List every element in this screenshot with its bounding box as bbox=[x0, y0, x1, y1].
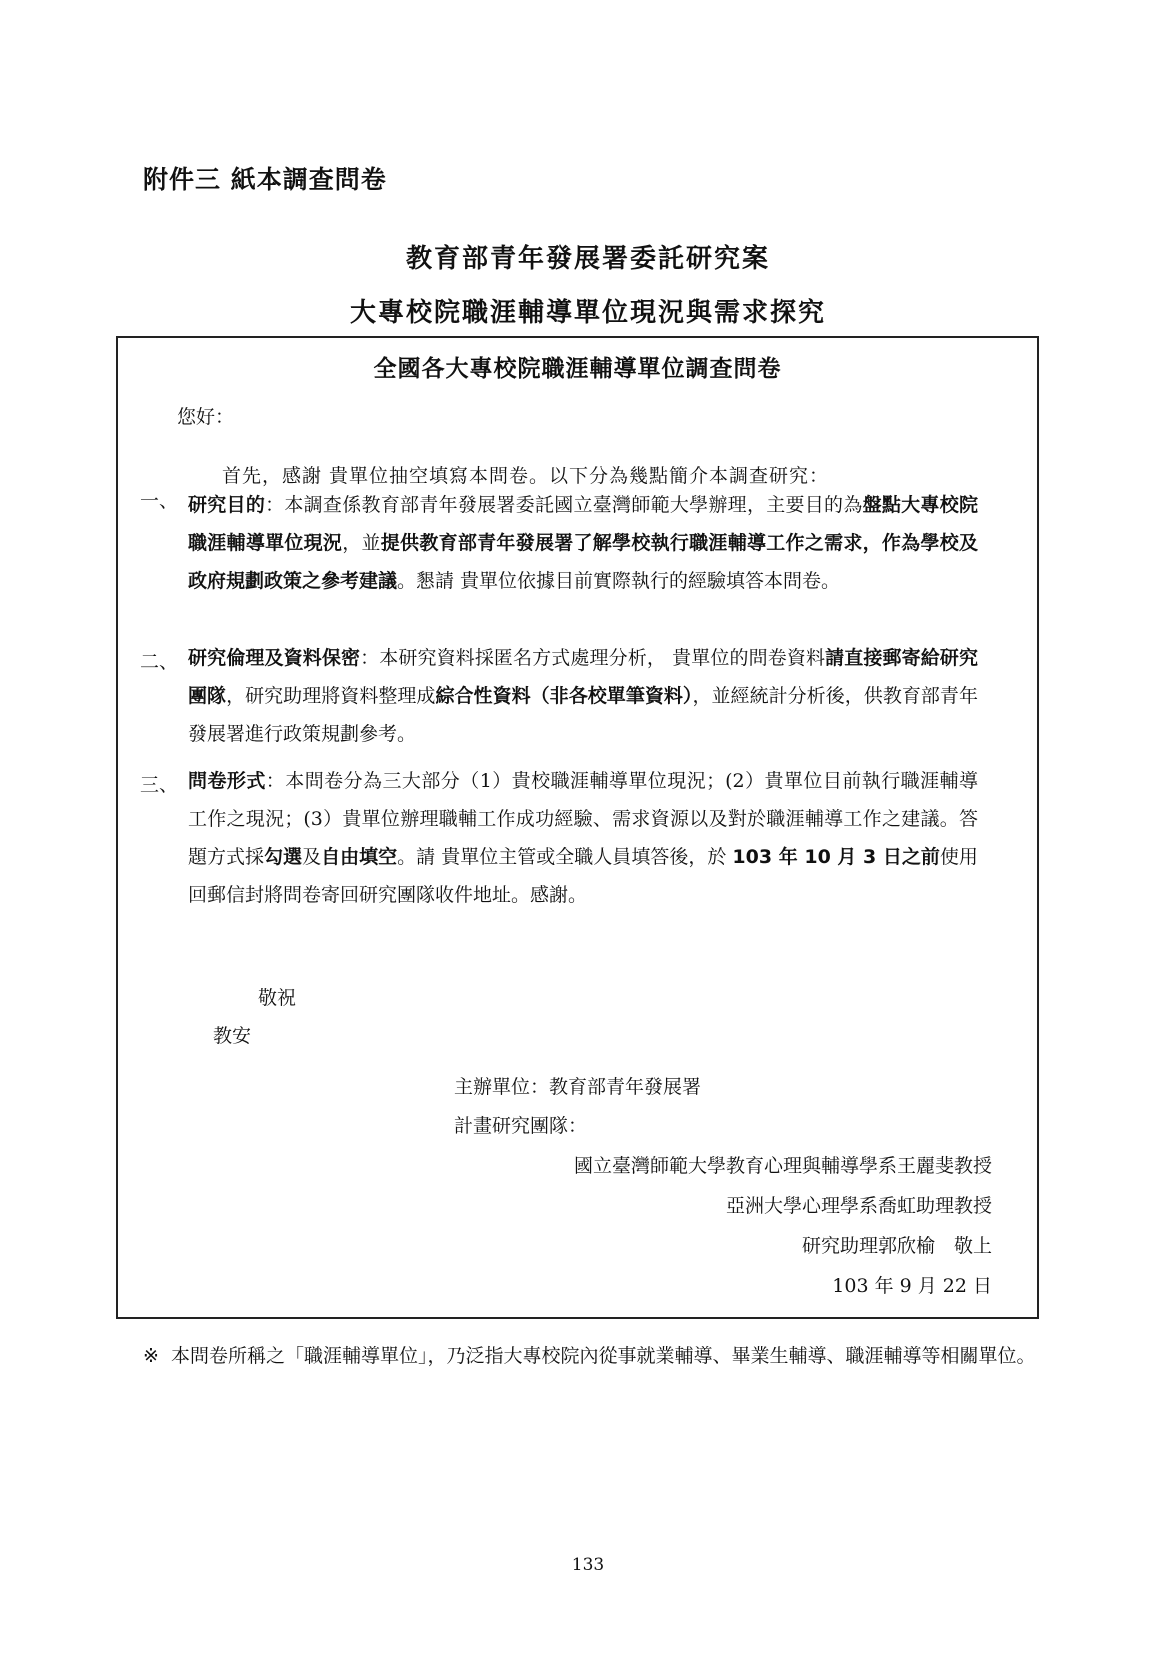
section-2-text-part: ，研究助理將資料整理成 bbox=[226, 685, 436, 707]
section-2-text-part: ，並經統計分析後，供教育部青年發展署進行政策規劃參考。 bbox=[188, 685, 978, 745]
footnote-mark: ※ bbox=[143, 1345, 159, 1367]
closing-salutation: 敬祝 bbox=[258, 987, 297, 1009]
footnote bbox=[143, 1338, 1043, 1375]
section-3-text-part: 使用回郵信封將問卷寄回研究團隊收件地址。感謝。 bbox=[188, 846, 978, 906]
section-3-heading: 問卷形式 bbox=[188, 770, 266, 792]
section-1-emphasis: 盤點大專校院職涯輔導單位現況 bbox=[188, 494, 978, 554]
section-1-heading: 研究目的 bbox=[188, 494, 266, 516]
intro-paragraph: 首先，感謝 貴單位抽空填寫本問卷。以下分為幾點簡介本調查研究： bbox=[222, 465, 830, 487]
greeting: 您好： bbox=[177, 406, 235, 428]
section-1-number: 一、 bbox=[140, 490, 179, 512]
team-member-1: 國立臺灣師範大學教育心理與輔導學系王麗斐教授 bbox=[573, 1155, 992, 1177]
section-3-text-part: 及 bbox=[302, 846, 322, 868]
section-2-heading: 研究倫理及資料保密 bbox=[188, 647, 361, 669]
page-number: 133 bbox=[571, 1555, 605, 1575]
section-3-text bbox=[188, 762, 978, 914]
section-3-number: 三、 bbox=[140, 774, 179, 796]
research-team-label: 計畫研究團隊： bbox=[454, 1115, 588, 1137]
appendix-title: 附件三 紙本調查問卷 bbox=[143, 165, 387, 194]
closing-blessing: 教安 bbox=[213, 1025, 252, 1047]
section-3-text-part: 。請 貴單位主管或全職人員填答後，於 bbox=[397, 846, 733, 868]
letter-date: 103 年 9 月 22 日 bbox=[832, 1275, 992, 1297]
questionnaire-title: 全國各大專校院職涯輔導單位調查問卷 bbox=[373, 356, 782, 382]
section-1-text bbox=[188, 486, 978, 600]
section-2-emphasis: 綜合性資料（非各校單筆資料） bbox=[435, 685, 693, 707]
organizer: 主辦單位：教育部青年發展署 bbox=[454, 1076, 702, 1098]
section-3-emphasis: 勾選 bbox=[264, 846, 303, 868]
section-2-text bbox=[188, 639, 978, 753]
team-member-2: 亞洲大學心理學系喬虹助理教授 bbox=[725, 1195, 992, 1217]
section-1-emphasis: 提供教育部青年發展署了解學校執行職涯輔導工作之需求，作為學校及政府規劃政策之參考建議 bbox=[188, 532, 978, 592]
section-2-text-part: ：本研究資料採匿名方式處理分析， 貴單位的問卷資料 bbox=[360, 647, 826, 669]
study-title: 大專校院職涯輔導單位現況與需求探究 bbox=[349, 298, 826, 328]
section-2-number: 二、 bbox=[140, 651, 179, 673]
questionnaire-letter-box bbox=[116, 336, 1039, 1319]
section-1-text-part: 。懇請 貴單位依據目前實際執行的經驗填答本問卷。 bbox=[397, 570, 841, 592]
section-3-deadline: 103 年 10 月 3 日之前 bbox=[732, 846, 940, 868]
team-member-3: 研究助理郭欣榆 敬上 bbox=[801, 1235, 992, 1257]
section-1-text-part: ，並 bbox=[342, 532, 381, 554]
project-title: 教育部青年發展署委託研究案 bbox=[405, 244, 770, 274]
section-2-emphasis: 請直接郵寄給研究團隊 bbox=[188, 647, 978, 707]
section-3-emphasis: 自由填空 bbox=[321, 846, 398, 868]
section-1-text-part: ：本調查係教育部青年發展署委託國立臺灣師範大學辦理，主要目的為 bbox=[265, 494, 863, 516]
section-3-text-part: ：本問卷分為三大部分（1）貴校職涯輔導單位現況；(2）貴單位目前執行職涯輔導工作之現況；(3）貴單位辦理職輔工作成功經驗、需求資源以及對於職涯輔導工作之建議。答題方式採 bbox=[188, 770, 978, 868]
footnote-text: 本問卷所稱之「職涯輔導單位」，乃泛指大專校院內從事就業輔導、畢業生輔導、職涯輔導等相關單位。 bbox=[171, 1345, 1036, 1367]
